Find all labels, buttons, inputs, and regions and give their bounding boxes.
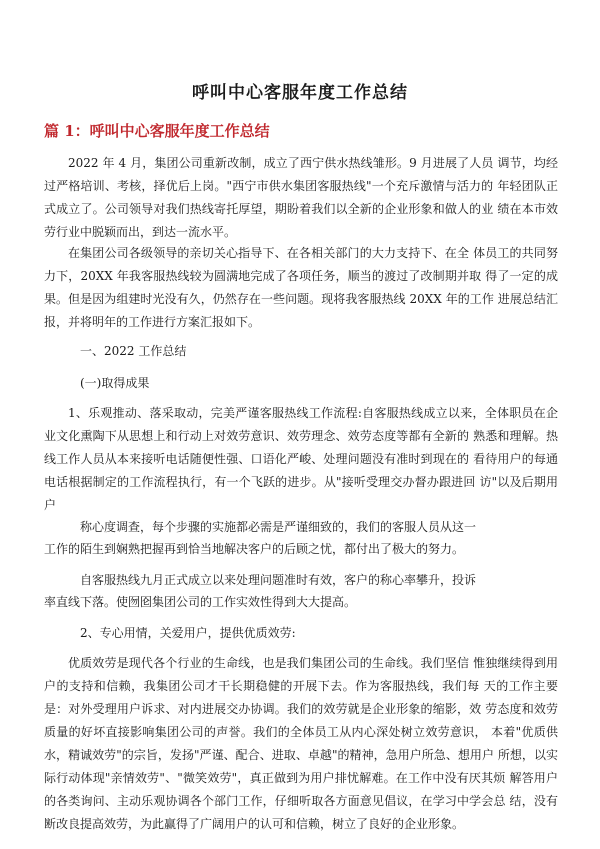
section-heading: 篇 1：呼叫中心客服年度工作总结: [44, 122, 270, 140]
section-heading-summary: 一、2022 工作总结: [80, 344, 187, 358]
paragraph-reorganization: 2022 年 4 月，集团公司重新改制，成立了西宁供水热线雏形。9 月进展了人员 调节，均经过严格培训、考核，择优后上岗。"西宁市供水集团客服热线"一个充斥激情与活力的 年轻团队正式成立了。公司领导对我们热线寄托厚望，期盼着我们以全新的企业形象和做人的业 绩在本市效劳行业中脱颖而出，到达一流水平。: [44, 156, 558, 239]
paragraph-achievements: 在集团公司各级领导的亲切关心指导下、在各相关部门的大力支持下、在全 体员工的共同努力下，20XX 年我客服热线较为圆满地完成了各项任务，顺当的渡过了改制期并取 得了一定的成果。但是因为组建时光没有久，仍然存在一些问题。现将我客服热线 20XX 年的工作 进展总结汇报，并将明年的工作进行方案汇报如下。: [44, 246, 558, 329]
paragraph-complaints-line2: 率直线下落。使囫囵集团公司的工作实效性得到大大提高。: [44, 595, 357, 609]
paragraph-complaints-line1: 自客服热线九月正式成立以来处理问题准时有效，客户的称心率攀升，投诉: [80, 573, 477, 587]
subsection-heading-service: 2、专心用情，关爱用户，提供优质效劳:: [80, 626, 296, 640]
subsection-heading-results: (一)取得成果: [80, 376, 150, 390]
paragraph-quality-service: 优质效劳是现代各个行业的生命线，也是我们集团公司的生命线。我们坚信 惟独继续得到用户的支持和信赖，我集团公司才干长期稳健的开展下去。作为客服热线，我们每 天的工作主要是：对外受理用户诉求、对内进展交办协调。我们的效劳就是企业形象的缩影，效 劳态度和效劳质量的好坏直接影响集团公司的声誉。我们的全体员工从内心深处树立效劳意识， 本着"优质供水，精诚效劳"的宗旨，发扬"严谨、配合、进取、卓越"的精神，急用户所急、想用户 所想，以实际行动体现"亲情效劳"、"微笑效劳"，真正做到为用户排忧解难。在工作中没有厌其烦 解答用户的各类询问、主动乐观协调各个部门工作，仔细听取各方面意见倡议，在学习中学会总 结，没有断改良提高效劳，为此赢得了广阔用户的认可和信赖，树立了良好的企业形象。: [44, 656, 558, 831]
paragraph-workflow: 1、乐观推动、落采取动，完美严谨客服热线工作流程:自客服热线成立以来，全体职员在企业文化熏陶下从思想上和行动上对效劳意识、效劳理念、效劳态度等都有全新的 熟悉和理解。热线工作人员从本来接听电话随便性强、口语化严峻、处理问题没有准时到现在的 看待用户的每通电话根据制定的工作流程执行，有一个飞跃的进步。从"接听受理交办督办跟进回 访"以及后期用户: [44, 406, 558, 512]
paragraph-satisfaction-line2: 工作的陌生到娴熟把握再到恰当地解决客户的后顾之忧，都付出了极大的努力。: [44, 542, 465, 556]
document-title: 呼叫中心客服年度工作总结: [192, 83, 408, 103]
paragraph-satisfaction-line1: 称心度调查，每个步骤的实施都必需是严谨细致的，我们的客服人员从这一: [80, 520, 477, 534]
